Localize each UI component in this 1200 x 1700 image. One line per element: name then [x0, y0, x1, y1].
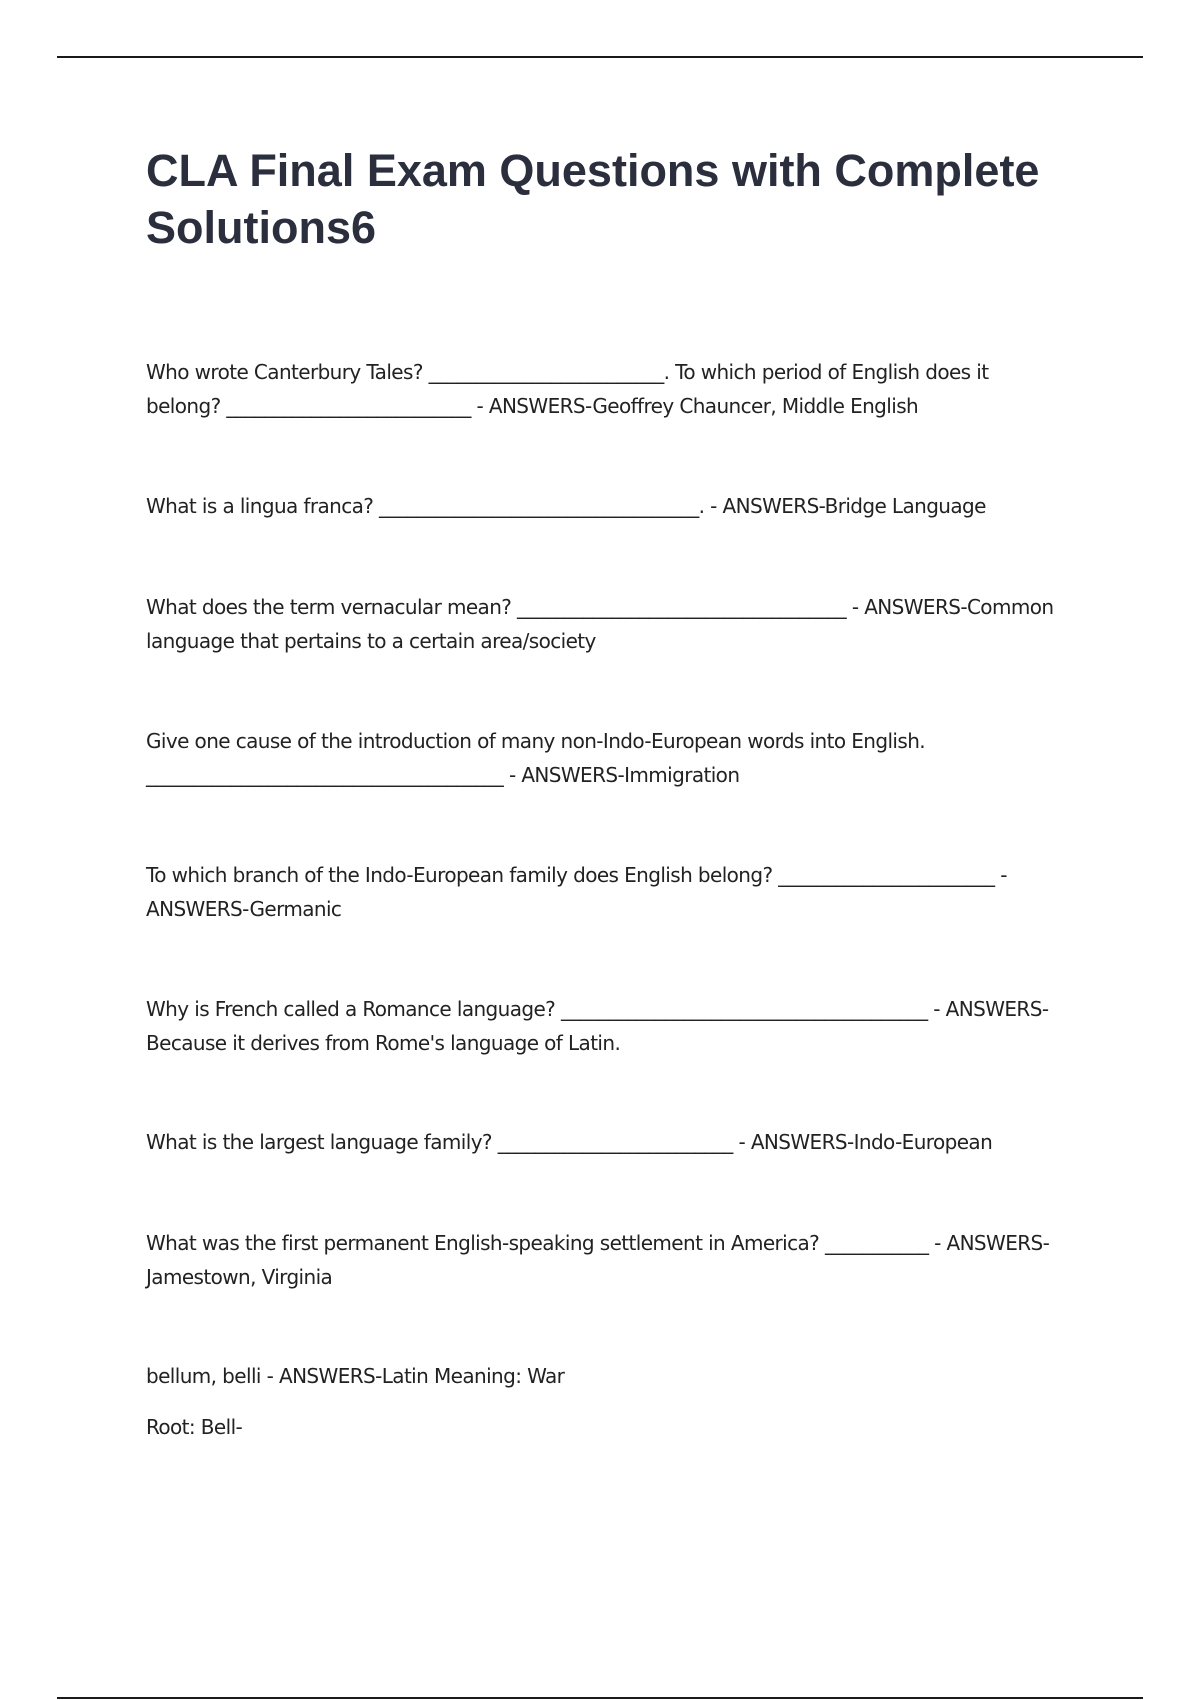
qa-entry-lingua-franca: What is a lingua franca? __________________________________. - ANSWERS-Bridge Language [146, 494, 986, 518]
qa-entry-vernacular: What does the term vernacular mean? ___________________________________ - ANSWERS-Common language that pertains to a certain area/society [146, 595, 1054, 653]
qa-entry-first-settlement: What was the first permanent English-speaking settlement in America? ___________ - ANSWERS-Jamestown, Virginia [146, 1231, 1050, 1289]
bottom-divider [57, 1697, 1143, 1699]
qa-entry-bellum-root: Root: Bell- [146, 1415, 243, 1439]
top-divider [57, 56, 1143, 58]
qa-entry-bellum: bellum, belli - ANSWERS-Latin Meaning: War [146, 1364, 565, 1388]
qa-entry-largest-family: What is the largest language family? _________________________ - ANSWERS-Indo-European [146, 1130, 993, 1154]
qa-entry-english-branch: To which branch of the Indo-European family does English belong? _______________________ - ANSWERS-Germanic [146, 863, 1007, 921]
qa-entry-canterbury-tales: Who wrote Canterbury Tales? _________________________. To which period of English does it belong? __________________________ - ANSWERS-Geoffrey Chauncer, Middle English [146, 360, 989, 418]
qa-entry-non-indo-european-words: Give one cause of the introduction of many non-Indo-European words into English. ______________________________________ - ANSWERS-Immigration [146, 729, 926, 787]
qa-entry-romance-language: Why is French called a Romance language? _______________________________________ - ANSWERS-Because it derives from Rome's language of Latin. [146, 997, 1049, 1055]
document-title: CLA Final Exam Questions with Complete Solutions6 [146, 145, 1040, 253]
